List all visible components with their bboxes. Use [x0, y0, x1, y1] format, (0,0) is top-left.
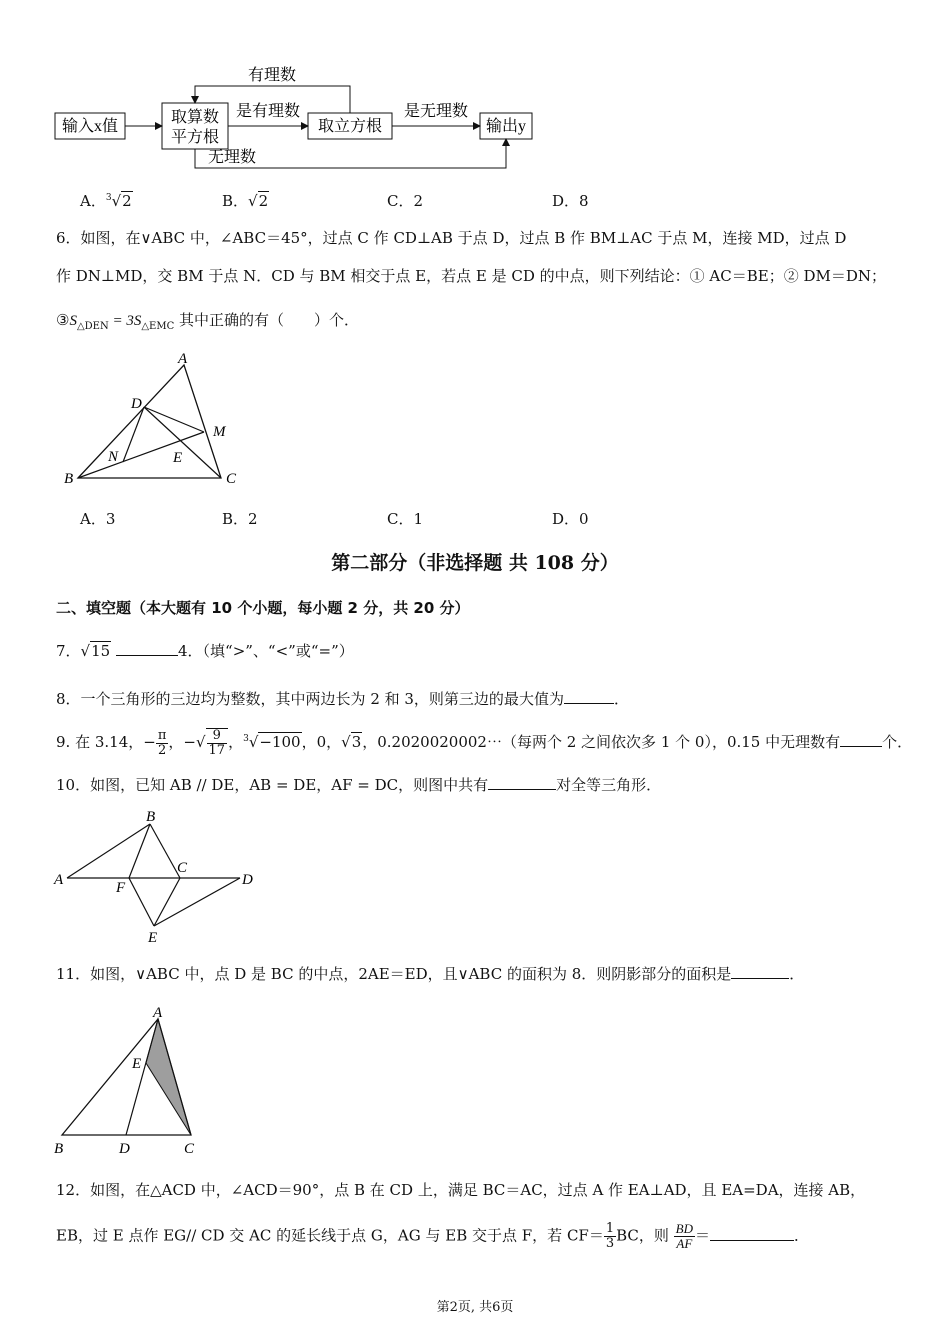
- fill-in-heading: 二、填空题（本大题有 10 个小题，每小题 2 分，共 20 分）: [56, 599, 470, 617]
- q6-label-e: E: [173, 450, 183, 466]
- output-label: 输出y: [485, 118, 527, 135]
- q6-line-3: $③S_{\triangle DEN} = 3S_{\triangle EMC}$ 其中正确的有（ ）个．: [56, 311, 360, 332]
- process-label-2: 平方根: [170, 129, 220, 146]
- irrational-label: 无理数: [207, 149, 257, 166]
- q6-option-d: D．0: [552, 510, 589, 528]
- is-irrational-label: 是无理数: [403, 103, 469, 120]
- q6-option-c: C．1: [387, 510, 424, 528]
- cube-root-label: 取立方根: [317, 118, 383, 135]
- q5-option-c: C．2: [387, 192, 424, 210]
- q10-label-d: D: [242, 872, 253, 888]
- q11-figure: [50, 1002, 210, 1158]
- q10-label-b: B: [146, 809, 156, 825]
- loop-label: 有理数: [247, 67, 297, 84]
- q11: 11．如图，∨ABC 中，点 D 是 BC 的中点，2AE＝ED，且∨ABC 的面积为 8．则阴影部分的面积是 ．: [56, 965, 805, 983]
- q6-line-2: 作 DN⊥MD，交 BM 于点 N．CD 与 BM 相交于点 E，若点 E 是 CD 的中点，则下列结论：① AC＝BE；② DM＝DN；: [56, 267, 887, 285]
- flowchart-diagram: [50, 58, 540, 176]
- q6-option-b: B．2: [222, 510, 258, 528]
- q6-label-d: D: [131, 396, 142, 412]
- q5-option-b: B．√2: [222, 192, 269, 210]
- q10: 10．如图，已知 AB // DE，AB = DE，AF = DC，则图中共有 对全等三角形．: [56, 776, 662, 794]
- q11-label-e: E: [132, 1056, 142, 1072]
- q5-option-a: A．$^3$√2: [80, 192, 132, 210]
- q11-label-b: B: [54, 1141, 64, 1157]
- is-rational-label: 是有理数: [235, 103, 301, 120]
- input-label: 输入x值: [61, 118, 119, 135]
- q8: 8．一个三角形的三边均为整数，其中两边长为 2 和 3，则第三边的最大值为 ．: [56, 690, 629, 708]
- q6-label-n: N: [108, 449, 119, 465]
- q7: 7．√15 4．（填“>”、“<”或“=”）: [56, 642, 354, 660]
- q6-label-m: M: [213, 424, 226, 440]
- q10-label-f: F: [116, 880, 126, 896]
- q10-label-c: C: [177, 860, 188, 876]
- q10-label-e: E: [148, 930, 158, 946]
- q10-label-a: A: [54, 872, 64, 888]
- q11-label-d: D: [119, 1141, 130, 1157]
- q6-figure: [56, 350, 246, 490]
- q10-figure: [52, 808, 262, 946]
- q6-line-1: 6．如图，在∨ABC 中，∠ABC＝45°，过点 C 作 CD⊥AB 于点 D，过点 B 作 BM⊥AC 于点 M，连接 MD，过点 D: [56, 229, 847, 247]
- process-label-1: 取算数: [170, 109, 220, 126]
- section-2-title: 第二部分（非选择题 共 108 分）: [331, 552, 619, 574]
- q6-option-a: A．3: [80, 510, 116, 528]
- q5-option-d: D．8: [552, 192, 589, 210]
- q12-line-2: EB，过 E 点作 EG// CD 交 AC 的延长线于点 G，AG 与 EB 交于点 F，若 CF＝ $\frac{1}{3}$ BC，则 $\frac{BD}{AF}$ ＝ ．: [56, 1221, 810, 1251]
- q6-label-c: C: [226, 471, 237, 487]
- q12-line-1: 12．如图，在△ACD 中，∠ACD＝90°，点 B 在 CD 上，满足 BC＝AC，过点 A 作 EA⊥AD，且 EA=DA，连接 AB，: [56, 1181, 866, 1199]
- q6-label-a: A: [178, 351, 188, 367]
- q6-label-b: B: [64, 471, 74, 487]
- q11-label-a: A: [153, 1005, 163, 1021]
- q9: 9. 在 3.14，− $\frac{\pi}{2}$ ，−√ $\frac{9}{17}$ ，$^3$√−100，0，√3，0.2020020002⋯（每两个 2 之间依次多 1 个 0），0.15 中无理数有 个．: [56, 727, 913, 758]
- page-footer: 第2页, 共6页: [436, 1300, 514, 1315]
- q11-label-c: C: [184, 1141, 195, 1157]
